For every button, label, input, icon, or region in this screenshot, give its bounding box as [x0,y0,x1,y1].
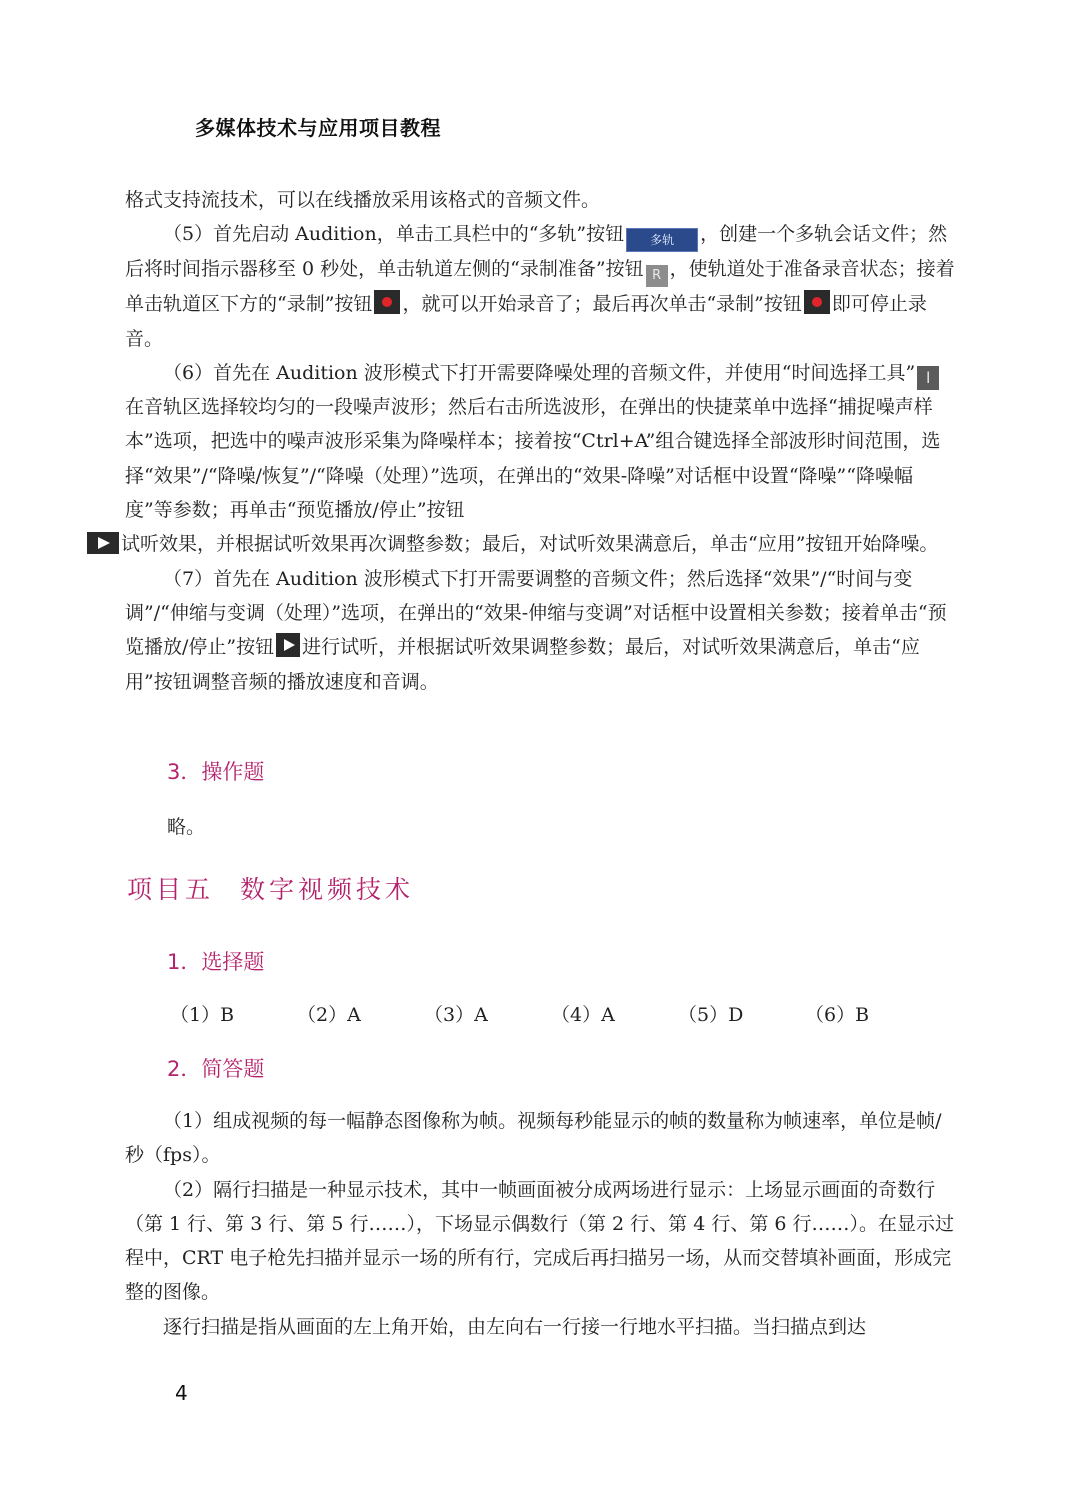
text-segment: ，创建一个多轨会话文件；然后将时间指示器移至 0 秒处，单击轨道左侧的“录制准备”按钮 [125,223,948,281]
section-heading-choice: 1．选择题 [167,950,265,974]
paragraph-answer-7 [125,562,955,699]
answer-block-video [125,1104,955,1344]
choice-answer-2: （2）A [297,1004,361,1026]
record-button-icon [374,290,400,314]
paragraph-interlaced: （2）隔行扫描是一种显示技术，其中一帧画面被分成两场进行显示：上场显示画面的奇数行（第 1 行、第 3 行、第 5 行……），下场显示偶数行（第 2 行、第 4 行、第 6 行……）。在显示过程中，CRT 电子枪先扫描并显示一场的所有行，完成后再扫描另一场，从而交替填补画面，形成完整的图像。 [125,1178,955,1304]
paragraph-answer-6 [121,356,955,562]
text-segment: ，使轨道处于准备录音状态；接着单击轨道区下方的“录制”按钮 [125,258,955,316]
text-segment: （7）首先在 Audition 波形模式下打开需要调整的音频文件；然后选择“效果”/“时间与变调”/“伸缩与变调（处理）”选项，在弹出的“效果-伸缩与变调”对话框中设置相关参数；接着单击“预览播放/停止”按钮 [125,567,947,659]
preview-play-icon [87,532,119,554]
text-segment: 即可停止录音。 [125,293,927,350]
multitrack-button-icon: 多轨 [626,228,698,252]
section-heading-short-answer: 2．简答题 [167,1057,265,1081]
preview-play-icon [276,633,300,657]
section-heading-operation: 3．操作题 [167,760,265,784]
text-segment: （6）首先在 Audition 波形模式下打开需要降噪处理的音频文件，并使用“时间选择工具” [163,361,916,384]
choice-answer-1: （1）B [170,1004,235,1026]
project-number: 项目五 [127,875,215,904]
paragraph-format-note: 格式支持流技术，可以在线播放采用该格式的音频文件。 [125,189,601,211]
record-button-icon [804,290,830,314]
paragraph-answer-5 [125,217,955,356]
answer-block-audio [121,183,955,699]
choice-answer-6: （6）B [805,1004,870,1026]
choice-answer-4: （4）A [551,1004,615,1026]
text-segment: 试听效果，并根据试听效果再次调整参数；最后，对试听效果满意后，单击“应用”按钮开始降噪。 [121,533,939,556]
text-segment: （5）首先启动 Audition，单击工具栏中的“多轨”按钮 [163,223,625,246]
text-segment: ，就可以开始录音了；最后再次单击“录制”按钮 [402,293,802,316]
time-selection-tool-icon: I [917,366,939,390]
project-name: 数字视频技术 [240,875,415,904]
paragraph-progressive: 逐行扫描是指从画面的左上角开始，由左向右一行接一行地水平扫描。当扫描点到达 [163,1315,867,1338]
choice-answer-3: （3）A [424,1004,488,1026]
paragraph-frame-rate: （1）组成视频的每一幅静态图像称为帧。视频每秒能显示的帧的数量称为帧速率，单位是帧/秒（fps）。 [125,1110,942,1167]
choice-answer-5: （5）D [678,1004,744,1026]
record-ready-icon: R [646,265,668,287]
book-title-header: 多媒体技术与应用项目教程 [195,116,441,140]
project-title [127,870,414,906]
text-segment: 进行试听，并根据试听效果调整参数；最后，对试听效果满意后，单击“应用”按钮调整音频的播放速度和音调。 [125,636,920,693]
text-segment: 在音轨区选择较均匀的一段噪声波形；然后右击所选波形，在弹出的快捷菜单中选择“捕捉噪声样本”选项，把选中的噪声波形采集为降噪样本；接着按“Ctrl+A”组合键选择全部波形时间范围，选择“效果”/“降噪/恢复”/“降噪（处理）”选项，在弹出的“效果-降噪”对话框中设置“降噪”“降噪幅度”等参数；再单击“预览播放/停止”按钮 [125,396,941,522]
operation-answer-text: 略。 [167,816,206,838]
page-number: 4 [175,1381,188,1405]
